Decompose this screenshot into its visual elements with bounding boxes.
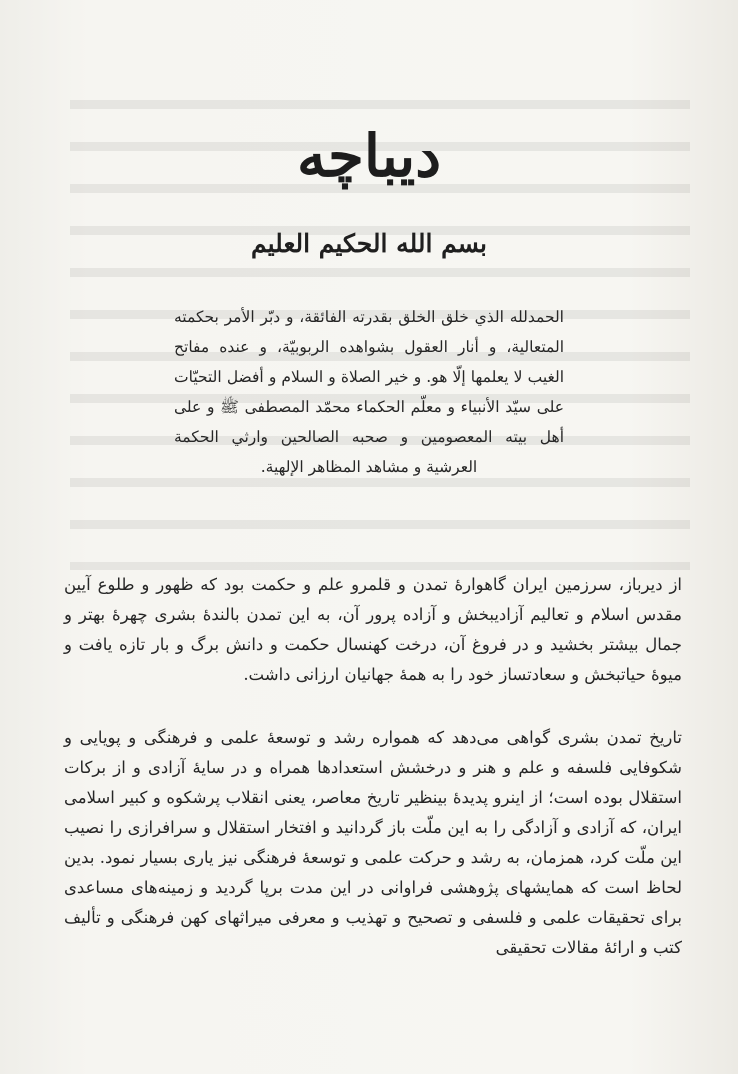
arabic-introduction: الحمدلله الذي خلق الخلق بقدرته الفائقة، و دبّر الأمر بحكمته المتعالية، و أنار العقول بشواهده الربوبيّة، و عنده مفاتح الغيب لا يعلمها إلّا هو. و خير الصلاة و السلام و أفضل التحيّات على سيّد الأنبياء و معلّم الحكماء محمّد المصطفى ﷺ و على أهل بيته المعصومين و صحبه الصالحين وارثي الحكمة العرشية و مشاهد المظاهر الإلهية.	[174, 308, 564, 476]
paragraph-1: از دیرباز، سرزمین ایران گاهوارهٔ تمدن و قلمرو علم و حکمت بود که ظهور و طلوع آیین مقدس اسلام و تعالیم آزادیبخش و آزاده پرور آن، به این تمدن بالندهٔ بشری چهرهٔ بهتر و جمال بیشتر بخشید و در فروغ آن، درخت کهنسال حکمت و دانش برگ و بار تازه یافت و میوهٔ حیاتبخش و سعادتساز خود را به همهٔ جهانیان ارزانی داشت.	[64, 575, 682, 684]
page-title: دیباچه	[296, 122, 442, 190]
basmala-heading: بسم الله الحکیم العلیم	[250, 229, 488, 258]
paragraph-2: تاریخ تمدن بشری گواهی می‌دهد که همواره رشد و توسعهٔ علمی و فرهنگی و پویایی و شکوفایی فلسفه و علم و هنر و درخشش استعدادها همراه و در سایهٔ آزادی و از برکات استقلال بوده است؛ از اینرو پدیدهٔ بینظیر تاریخ معاصر، یعنی انقلاب پرشکوه و کبیر اسلامی ایران، که آزادی و آزادگی را به این ملّت باز گردانید و افتخار استقلال و سرافرازی را نصیب این ملّت کرد، همزمان، به رشد و حرکت علمی و توسعهٔ فرهنگی نیز یاری بسیار نمود. بدین لحاظ است که همایشهای پژوهشی فراوانی در این مدت برپا گردید و زمینه‌های مساعدی برای تحقیقات علمی و فلسفی و تصحیح و تهذیب و معرفی میراثهای کهن فرهنگی و تألیف کتب و ارائهٔ مقالات تحقیقی	[64, 728, 682, 957]
